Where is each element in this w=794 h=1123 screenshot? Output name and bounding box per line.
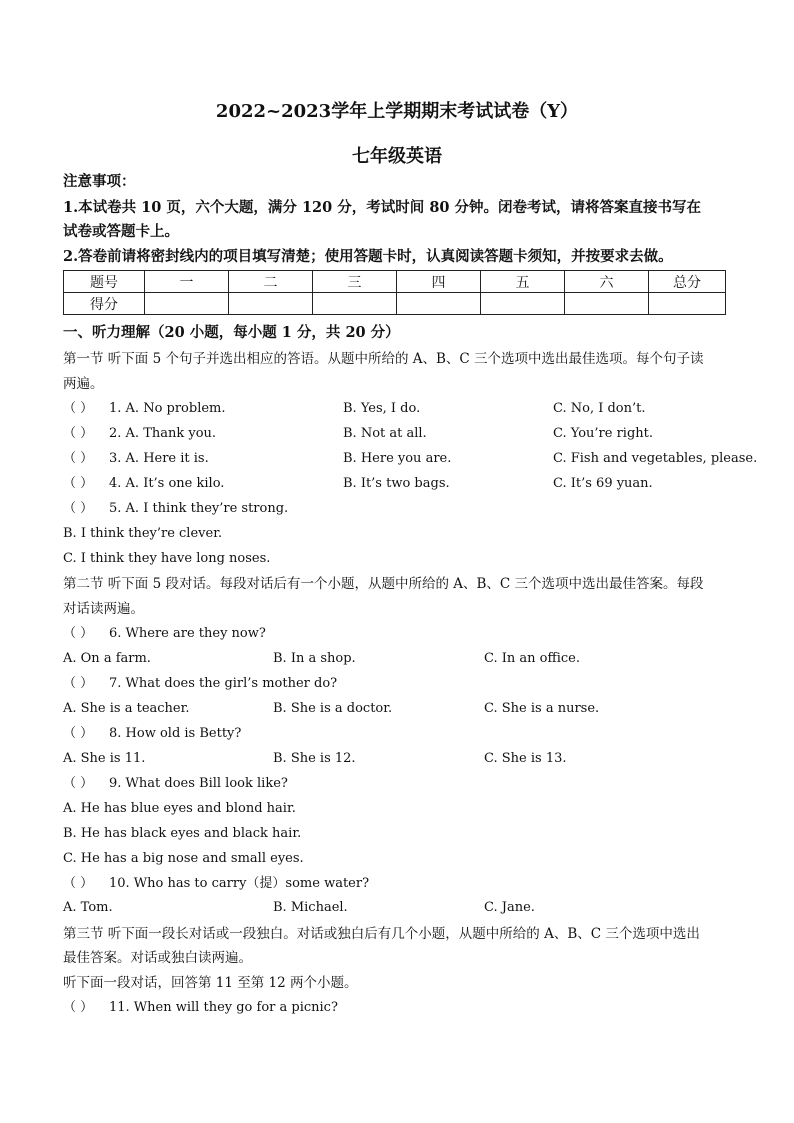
question-text: 8. How old is Betty?: [109, 726, 242, 741]
question-5: [0, 499, 794, 519]
section3-instruction-line3: 听下面一段对话，回答第 11 至第 12 两个小题。: [63, 975, 358, 991]
question-7: [0, 674, 794, 694]
option-c: C. He has a big nose and small eyes.: [63, 851, 304, 866]
score-header-cell: 四: [397, 271, 481, 293]
answer-blank[interactable]: （ ）: [63, 476, 94, 491]
score-header-cell: 二: [229, 271, 313, 293]
score-header-cell: 一: [145, 271, 229, 293]
option-a: A. She is 11.: [63, 751, 146, 766]
section3-instruction-line1: 第三节 听下面一段长对话或一段独白。对话或独白后有几个小题，从题中所给的 A、B、C 三个选项中选出: [63, 926, 700, 942]
question-text: 4. A. It’s one kilo.: [109, 476, 225, 491]
question-text: 5. A. I think they’re strong.: [109, 501, 289, 516]
question-9-option-b-row: [0, 824, 794, 844]
option-b: B. She is 12.: [273, 751, 356, 766]
answer-blank[interactable]: （ ）: [63, 726, 94, 741]
part1-heading: 一、听力理解（20 小题，每小题 1 分，共 20 分）: [63, 324, 400, 341]
answer-blank[interactable]: （ ）: [63, 626, 94, 641]
section1-instruction-line1: 第一节 听下面 5 个句子并选出相应的答语。从题中所给的 A、B、C 三个选项中选出最佳选项。每个句子读: [63, 351, 704, 367]
score-row-label: 得分: [64, 293, 145, 315]
option-c: C. It’s 69 yuan.: [553, 476, 653, 491]
question-9: [0, 774, 794, 794]
question-1: [0, 399, 794, 419]
question-2: [0, 424, 794, 444]
question-8: [0, 724, 794, 744]
option-b: B. Here you are.: [343, 451, 452, 466]
exam-subtitle: 七年级英语: [352, 146, 442, 167]
question-9-option-a-row: [0, 799, 794, 819]
option-a: A. He has blue eyes and blond hair.: [63, 801, 296, 816]
section1-instruction-line2: 两遍。: [63, 376, 104, 392]
option-b: B. Michael.: [273, 900, 348, 915]
option-b: B. She is a doctor.: [273, 701, 393, 716]
question-text: 2. A. Thank you.: [109, 426, 217, 441]
question-3: [0, 449, 794, 469]
answer-blank[interactable]: （ ）: [63, 776, 94, 791]
question-4: [0, 474, 794, 494]
option-c: C. You’re right.: [553, 426, 653, 441]
question-9-option-c-row: [0, 849, 794, 869]
answer-blank[interactable]: （ ）: [63, 501, 94, 516]
answer-blank[interactable]: （ ）: [63, 876, 94, 891]
option-b: B. It’s two bags.: [343, 476, 450, 491]
score-cell[interactable]: [145, 293, 229, 315]
question-text: 7. What does the girl’s mother do?: [109, 676, 338, 691]
option-a: A. On a farm.: [63, 651, 151, 666]
score-cell[interactable]: [481, 293, 565, 315]
score-cell[interactable]: [313, 293, 397, 315]
score-header-cell: 六: [565, 271, 649, 293]
option-b: B. Not at all.: [343, 426, 427, 441]
answer-blank[interactable]: （ ）: [63, 451, 94, 466]
question-text: 6. Where are they now?: [109, 626, 266, 641]
exam-title: 2022~2023学年上学期期末考试试卷（Y）: [215, 101, 579, 122]
option-a: A. Tom.: [63, 900, 113, 915]
option-c: C. She is 13.: [484, 751, 567, 766]
question-10: [0, 874, 794, 894]
option-c: C. I think they have long noses.: [63, 551, 271, 566]
option-c: C. Jane.: [484, 900, 535, 915]
notice-item1-line1: 1.本试卷共 10 页，六个大题，满分 120 分，考试时间 80 分钟。闭卷考试，请将答案直接书写在: [63, 199, 702, 216]
score-table-score-row: [64, 293, 726, 315]
question-text: 1. A. No problem.: [109, 401, 226, 416]
answer-blank[interactable]: （ ）: [63, 676, 94, 691]
option-c: C. In an office.: [484, 651, 580, 666]
question-7-options: [0, 699, 794, 719]
section3-instruction-line2: 最佳答案。对话或独白读两遍。: [63, 950, 252, 966]
score-cell[interactable]: [229, 293, 313, 315]
section2-instruction-line2: 对话读两遍。: [63, 601, 144, 617]
question-10-options: [0, 898, 794, 918]
option-b: B. In a shop.: [273, 651, 356, 666]
score-cell[interactable]: [565, 293, 649, 315]
option-a: A. She is a teacher.: [63, 701, 190, 716]
score-table: [63, 270, 726, 315]
score-header-cell: 题号: [64, 271, 145, 293]
option-c: C. She is a nurse.: [484, 701, 600, 716]
question-5-option-c-row: [0, 549, 794, 569]
option-c: C. Fish and vegetables, please.: [553, 451, 758, 466]
option-b: B. He has black eyes and black hair.: [63, 826, 302, 841]
notice-item2: 2.答卷前请将密封线内的项目填写清楚；使用答题卡时，认真阅读答题卡须知，并按要求去做。: [63, 248, 673, 265]
question-8-options: [0, 749, 794, 769]
score-cell[interactable]: [397, 293, 481, 315]
answer-blank[interactable]: （ ）: [63, 426, 94, 441]
question-text: 11. When will they go for a picnic?: [109, 1000, 338, 1015]
score-cell[interactable]: [649, 293, 726, 315]
option-c: C. No, I don’t.: [553, 401, 646, 416]
score-header-cell: 三: [313, 271, 397, 293]
score-header-cell: 总分: [649, 271, 726, 293]
answer-blank[interactable]: （ ）: [63, 1000, 94, 1015]
score-table-header-row: [64, 271, 726, 293]
answer-blank[interactable]: （ ）: [63, 401, 94, 416]
question-text: 3. A. Here it is.: [109, 451, 209, 466]
score-header-cell: 五: [481, 271, 565, 293]
notice-heading: 注意事项：: [63, 173, 136, 190]
section2-instruction-line1: 第二节 听下面 5 段对话。每段对话后有一个小题，从题中所给的 A、B、C 三个选项中选出最佳答案。每段: [63, 576, 704, 592]
question-11: [0, 998, 794, 1018]
question-text: 10. Who has to carry（提）some water?: [109, 876, 370, 891]
option-b: B. I think they’re clever.: [63, 526, 223, 541]
question-6-options: [0, 649, 794, 669]
question-text: 9. What does Bill look like?: [109, 776, 288, 791]
question-5-option-b-row: [0, 524, 794, 544]
notice-item1-line2: 试卷或答题卡上。: [63, 223, 179, 240]
question-6: [0, 624, 794, 644]
option-b: B. Yes, I do.: [343, 401, 421, 416]
